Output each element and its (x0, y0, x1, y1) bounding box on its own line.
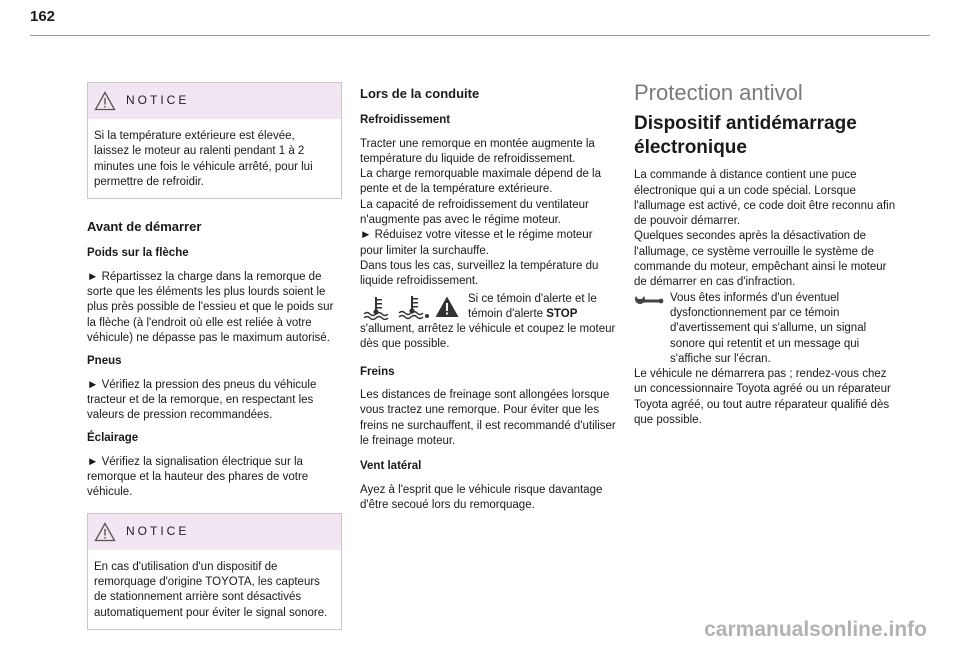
subheading-eclairage: Éclairage (87, 432, 139, 445)
subheading-vent-lateral: Vent latéral (360, 460, 422, 473)
body-text: ► Réduisez votre vitesse et le régime moteur pour limiter la surchauffe. (360, 229, 593, 257)
instruction-text: ► Vérifiez la pression des pneus du véhicule tracteur et de la remorque, en respectant les valeurs de pression recommandées. (87, 378, 317, 422)
body-text: Les distances de freinage sont allongées lorsque vous tractez une remorque. Pour éviter que les freins ne surchauffent, il est recommandé d'utiliser le freinage moteur. (360, 389, 616, 447)
body-text: La charge remorquable maximale dépend de la pente et de la température extérieure. (360, 168, 602, 196)
subheading-poids: Poids sur la flèche (87, 247, 189, 260)
body-text: Quelques secondes après la désactivation de l'allumage, ce système verrouille le système de commande du moteur, empêchant ainsi le moteur de démarrer en cas d'infraction. (634, 230, 887, 289)
warning-lamps-row (360, 292, 618, 323)
page-number: 162 (30, 8, 56, 25)
column-1 (87, 82, 342, 630)
section-heading: Avant de démarrer (87, 219, 202, 235)
warning-text-start: Si ce témoin d'alerte et le témoin d'alerte (468, 292, 597, 320)
warning-text-end: s'allument, arrêtez le véhicule et coupez le moteur dès que possible. (360, 323, 616, 351)
subheading-freins: Freins (360, 365, 395, 378)
notice-box-2 (87, 513, 342, 630)
column-3 (634, 82, 896, 428)
section-heading: Dispositif antidémarrage électronique (634, 113, 857, 159)
warning-lamps (360, 292, 468, 322)
subheading-refroidissement: Refroidissement (360, 114, 451, 127)
instruction-text: ► Répartissez la charge dans la remorque de sorte que les éléments les plus lourds soient le plus près possible de l'essieu et que le poids sur la flèche (à l'endroit où elle est reliée à votre véhicule) ne dépasse pas le maximum autorisé. (87, 270, 334, 344)
wrench-icon (634, 293, 664, 309)
header-rule (30, 35, 930, 36)
notice-title: NOTICE (126, 93, 190, 108)
body-text: Ayez à l'esprit que le véhicule risque davantage d'être secoué lors du remorquage. (360, 483, 603, 511)
notice-box-1 (87, 82, 342, 199)
body-text: La commande à distance contient une puce électronique qui a un code spécial. Lorsque l'allumage est activé, ce code doit être reconnu afin de pouvoir démarrer. (634, 169, 896, 228)
warning-instruction (468, 292, 618, 323)
body-text: Tracter une remorque en montée augmente la température du liquide de refroidissement. (360, 137, 595, 165)
notice-title: NOTICE (126, 523, 190, 538)
body-text: Vous êtes informés d'un éventuel dysfonctionnement par ce témoin d'avertissement qui s'allume, un signal sonore qui retentit et un message qui s'affiche sur l'écran. (670, 291, 867, 365)
warning-triangle-icon (94, 522, 116, 542)
notice-text: En cas d'utilisation d'un dispositif de remorquage d'origine TOYOTA, les capteurs de stationnement arrière sont désactivés automatiquement pour éviter le signal sonore. (94, 560, 328, 619)
notice-header (88, 514, 341, 550)
instruction-text: ► Vérifiez la signalisation électrique sur la remorque et la hauteur des phares de votre véhicule. (87, 455, 309, 499)
body-text: Le véhicule ne démarrera pas ; rendez-vous chez un concessionnaire Toyota agréé ou un réparateur Toyota agréé, ou tout autre réparateur qualifié dès que possible. (634, 368, 891, 427)
stop-label: STOP (546, 307, 578, 320)
watermark: carmanualsonline.info (704, 618, 927, 641)
body-text: La capacité de refroidissement du ventilateur n'augmente pas avec le régime moteur. (360, 198, 589, 227)
subheading-pneus: Pneus (87, 355, 122, 368)
notice-text: Si la température extérieure est élevée, laissez le moteur au ralenti pendant 1 à 2 minutes une fois le véhicule arrêté, pour lui permettre de refroidir. (94, 130, 313, 188)
wrench-lamp-row (634, 291, 896, 367)
coolant-temperature-icon (360, 294, 392, 320)
chapter-title: Protection antivol (634, 80, 803, 105)
body-text: Dans tous les cas, surveillez la température du liquide refroidissement. (360, 259, 599, 288)
notice-header (88, 83, 341, 119)
coolant-level-icon (396, 294, 430, 320)
warning-triangle-icon (94, 91, 116, 111)
wrench-lamp (634, 291, 670, 314)
column-2 (360, 82, 618, 518)
warning-triangle-icon (434, 295, 460, 319)
section-heading: Lors de la conduite (360, 86, 480, 101)
